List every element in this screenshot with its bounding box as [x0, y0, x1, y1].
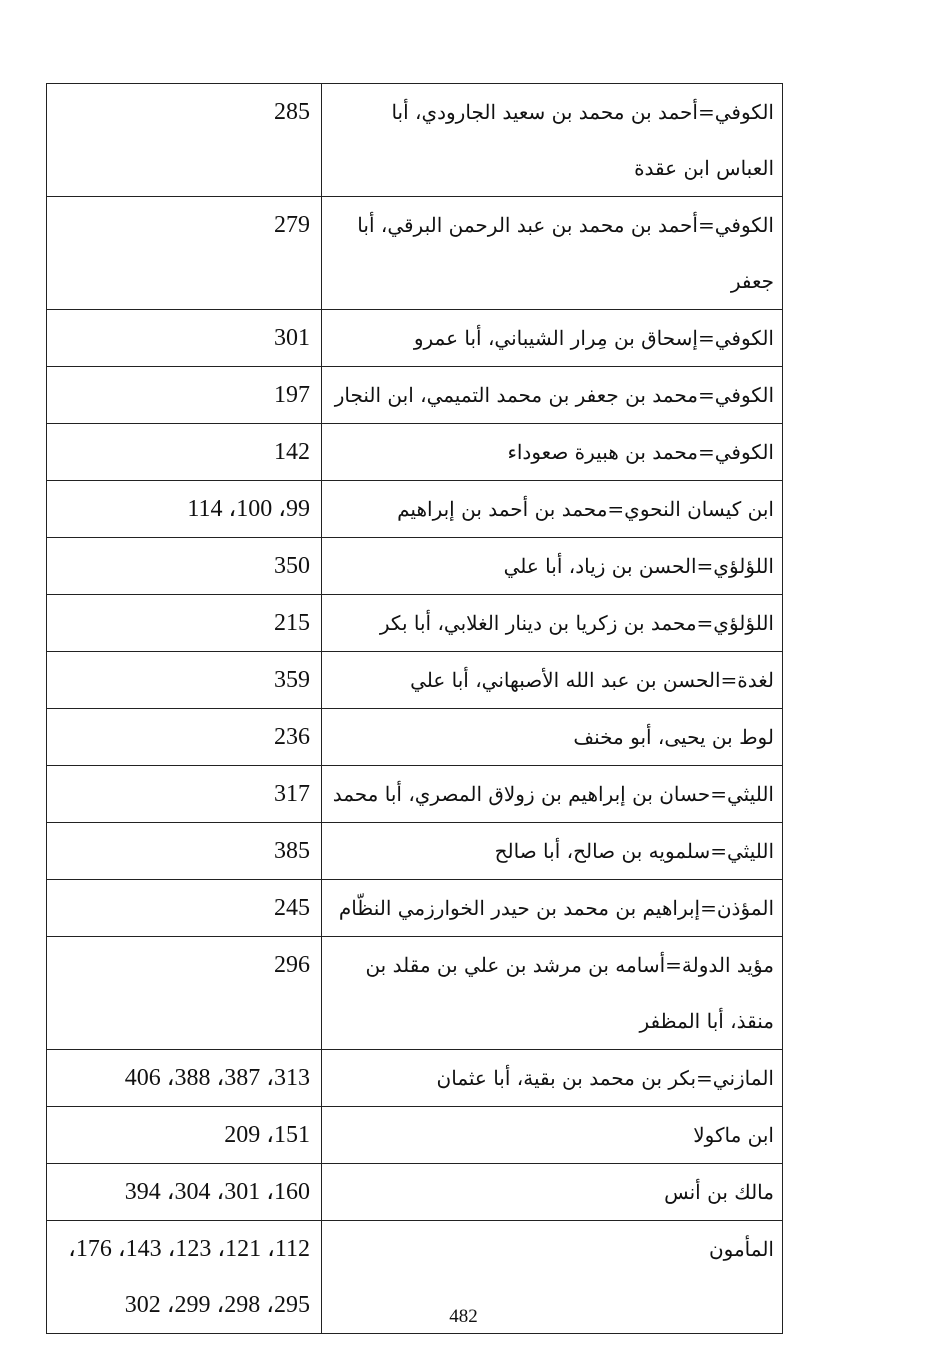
- entry-name: الكوفي=محمد بن هبيرة صعوداء: [322, 424, 783, 481]
- table-row: [47, 823, 783, 880]
- entry-name: ابن ماكولا: [322, 1107, 783, 1164]
- entry-name: المازني=بكر بن محمد بن بقية، أبا عثمان: [322, 1050, 783, 1107]
- page-references: 160، 301، 304، 394: [47, 1164, 322, 1221]
- table-row: [47, 197, 783, 310]
- page-references: 285: [47, 84, 322, 197]
- table-row: [47, 937, 783, 1050]
- page-references: 215: [47, 595, 322, 652]
- page-references: 301: [47, 310, 322, 367]
- entry-name: لغدة=الحسن بن عبد الله الأصبهاني، أبا علي: [322, 652, 783, 709]
- entry-name: لوط بن يحيى، أبو مخنف: [322, 709, 783, 766]
- entry-name: ابن كيسان النحوي=محمد بن أحمد بن إبراهيم: [322, 481, 783, 538]
- page-references: 151، 209: [47, 1107, 322, 1164]
- page-references: 112، 121، 123، 143، 176، 295، 298، 299، 302: [47, 1221, 322, 1334]
- table-row: [47, 481, 783, 538]
- entry-name: الكوفي=محمد بن جعفر بن محمد التميمي، ابن النجار: [322, 367, 783, 424]
- page-references: 236: [47, 709, 322, 766]
- table-row: [47, 880, 783, 937]
- index-table: [46, 83, 783, 1334]
- page-references: 359: [47, 652, 322, 709]
- page-references: 350: [47, 538, 322, 595]
- table-row: [47, 1050, 783, 1107]
- entry-name: الكوفي=إسحاق بن مِرار الشيباني، أبا عمرو: [322, 310, 783, 367]
- table-row: [47, 538, 783, 595]
- entry-name: الكوفي=أحمد بن محمد بن عبد الرحمن البرقي، أبا جعفر: [322, 197, 783, 310]
- entry-name: المأمون: [322, 1221, 783, 1334]
- entry-name: مالك بن أنس: [322, 1164, 783, 1221]
- page-references: 279: [47, 197, 322, 310]
- table-row: [47, 595, 783, 652]
- table-row: [47, 367, 783, 424]
- entry-name: اللؤلؤي=محمد بن زكريا بن دينار الغلابي، أبا بكر: [322, 595, 783, 652]
- table-row: [47, 424, 783, 481]
- entry-name: الليثي=حسان بن إبراهيم بن زولاق المصري، أبا محمد: [322, 766, 783, 823]
- table-row: [47, 766, 783, 823]
- page-references: 385: [47, 823, 322, 880]
- page-references: 99، 100، 114: [47, 481, 322, 538]
- entry-name: المؤذن=إبراهيم بن محمد بن حيدر الخوارزمي النظّام: [322, 880, 783, 937]
- table-row: [47, 1164, 783, 1221]
- page-number: 482: [449, 1306, 478, 1327]
- page-references: 245: [47, 880, 322, 937]
- table-row: [47, 310, 783, 367]
- entry-name: الكوفي=أحمد بن محمد بن سعيد الجارودي، أبا العباس ابن عقدة: [322, 84, 783, 197]
- page-references: 317: [47, 766, 322, 823]
- page-references: 142: [47, 424, 322, 481]
- table-row: [47, 709, 783, 766]
- entry-name: اللؤلؤي=الحسن بن زياد، أبا علي: [322, 538, 783, 595]
- entry-name: الليثي=سلمويه بن صالح، أبا صالح: [322, 823, 783, 880]
- page-references: 313، 387، 388، 406: [47, 1050, 322, 1107]
- page-references: 197: [47, 367, 322, 424]
- page-references: 296: [47, 937, 322, 1050]
- table-row: [47, 1107, 783, 1164]
- table-row: [47, 652, 783, 709]
- entry-name: مؤيد الدولة=أسامه بن مرشد بن علي بن مقلد بن منقذ، أبا المظفر: [322, 937, 783, 1050]
- table-row: [47, 84, 783, 197]
